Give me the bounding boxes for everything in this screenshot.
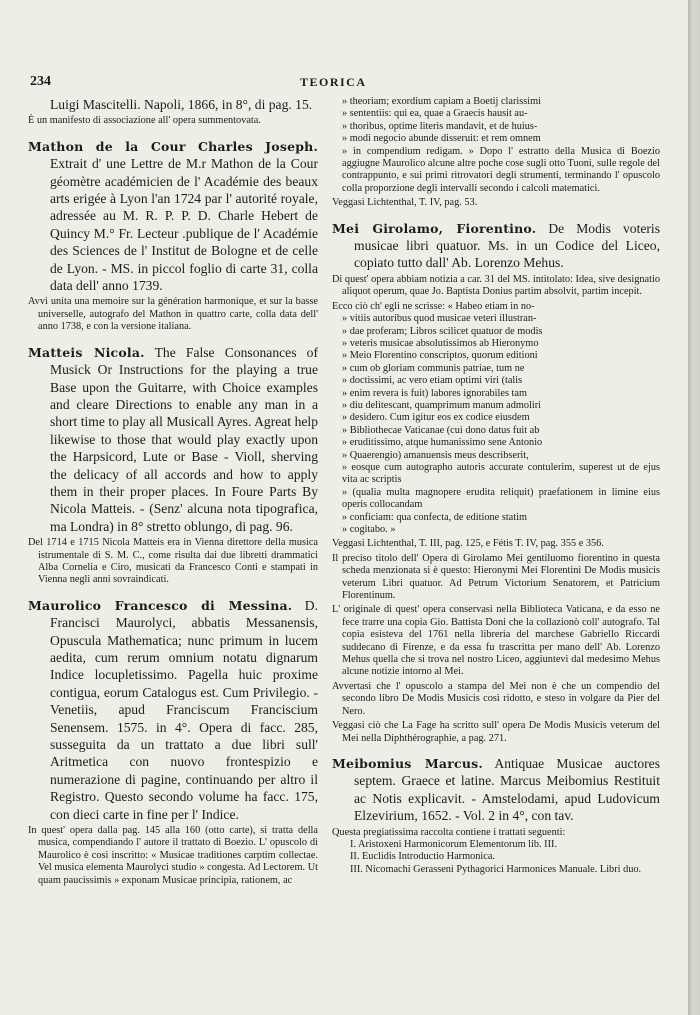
mei-quote-line: » conficiam: qua confecta, de editione statim	[342, 511, 527, 523]
entry-matteis	[28, 344, 318, 587]
quote-line: » theoriam; exordium capiam a Boetij clarissimi	[342, 96, 542, 107]
mei-quote-line: » cum ob gloriam communis patriae, tum ne	[342, 362, 525, 374]
running-title: TEORICA	[300, 75, 367, 89]
maurolico-heading: Maurolico Francesco di Messina.	[28, 597, 293, 613]
right-column	[332, 96, 660, 1008]
matteis-body: The False Consonances of Musick Or Instructions for the playing a true Base upon the Guitarre, with Choice examples and cleare Directions to enable any man in a short time to play all Musicall Ayres. Agreat help likewise to those that would play exactly upon the Harpsicord, Lute or Base - Violl, sherving the delicacy of all accords and how to apply them in their proper places. In Foure Parts By Nicola Matteis. - (Senz' alcuna nota tipografica, ma Londra) in 8° stretto oblungo, di pag. 96.	[50, 344, 318, 534]
mei-reference-1: Veggasi Lichtenthal, T. III, pag. 125, e Fétis T. IV, pag. 355 e 356.	[332, 538, 604, 550]
mei-quote-line: » eruditissimo, atque humanissimo sene Antonio	[342, 437, 543, 449]
entry-maurolico	[28, 597, 318, 887]
entry-maurolico-continuation	[332, 96, 660, 210]
treatise-item: I. Aristoxeni Harmonicorum Elementorum lib. III.	[350, 838, 558, 850]
meibomius-note: Questa pregiatissima raccolta contiene i trattati seguenti:	[332, 826, 566, 838]
entry-mathon	[28, 138, 318, 334]
mei-quote-line: » enim revera is fuit) labores ignorabiles tam	[342, 387, 527, 399]
matteis-entry-text	[28, 344, 318, 535]
mathon-body: Extrait d' une Lettre de M.r Mathon de la Cour géomètre académicien de l' Académie des beaux arts erigée à Lyon l'an 1724 par l' autorité royale, adressée au M. R. P. P. D. Charle Hebert de Quincy M.° Fr. Lecteur .publique de l' Académie des Sciences de l' Institut de Bologne et de celle de Lyon. - MS. in piccol foglio di carte 31, colla data dell' anno 1739.	[50, 156, 318, 294]
quote-line: » thoribus, optime literis mandavit, et de huius-	[342, 120, 538, 132]
continuation-reference: Veggasi Lichtenthal, T. IV, pag. 53.	[332, 197, 478, 209]
page-edge	[688, 0, 700, 1015]
mei-quote-line: » veteris musicae absolutissimos ab Hieronymo	[342, 337, 539, 349]
maurolico-entry-text	[28, 597, 318, 823]
page-header	[30, 74, 660, 92]
mei-quote-line: » desidero. Cum igitur eos ex codice eiusdem	[342, 412, 530, 424]
mei-note-5: Avvertasi che l' opuscolo a stampa del Mei non è che un compendio del secondo libro De Modis Musicis così ridotto, e steso in volgare da Pier del Nero.	[332, 680, 660, 717]
mei-quote-line: » vitiis autoribus quod musicae veteri illustran-	[342, 313, 537, 325]
quote-line: » in compendium redigam. » Dopo l' estratto della Musica di Boezio aggiugne Maurolico alcune altre poche cose sugli otto Tuoni, sulle regole del contrappunto, e sui primi ritrovatori degli strumenti, terminando l' opuscolo colla proporzione degli intervalli secondo i calcoli matematici.	[342, 145, 660, 194]
maurolico-note: In quest' opera dalla pag. 145 alla 160 (otto carte), si tratta della musica, compendiando l' autore il trattato di Boezio. L' opuscolo di Maurolico è così inscritto: « Musicae traditiones carptim collectae. Vel musica elementa Maurolyci studio » congesta. Ad Lectorem. Ut quam paucissimis » exponam Musicae principia, rationem, ac	[28, 825, 318, 886]
mei-quote-line: » Bibliothecae Vaticanae (cui dono datus fuit ab	[342, 424, 540, 436]
mei-quote-line: » (qualia multa magnopere erudita reliquit) praefationem in limine eius operis collocandam	[342, 486, 660, 511]
matteis-heading: Matteis Nicola.	[28, 344, 145, 360]
mei-quote-line: » cogitabo. »	[342, 524, 396, 535]
mei-quote-line: » Quaerengio) amanuensis meus describserit,	[342, 449, 529, 461]
treatise-item: II. Euclidis Introductio Harmonica.	[350, 851, 495, 863]
entry-mei	[332, 220, 660, 745]
mei-heading: Mei Girolamo, Fiorentino.	[332, 220, 537, 236]
meibomius-body: Antiquae Musicae auctores septem. Graece et latine. Marcus Meibomius Restituit ac Notis explicavit. - Amstelodami, apud Ludovicum Elzevirium, 1652. - Vol. 2 in 4°, con tav.	[354, 755, 660, 824]
continuation-note: È un manifesto di associazione all' opera summentovata.	[28, 115, 261, 127]
continuation-text: Luigi Mascitelli. Napoli, 1866, in 8°, di pag. 15.	[50, 97, 313, 112]
mei-quote-line: » dae proferam; Libros scilicet quatuor de modis	[342, 325, 543, 337]
mathon-heading: Mathon de la Cour Charles Joseph.	[28, 138, 318, 154]
mei-quote-line: » diu delitescant, quamprimum manum admoliri	[342, 399, 542, 411]
left-column	[28, 96, 318, 1008]
treatise-item: III. Nicomachi Gerasseni Pythagorici Harmonices Manuale. Libri duo.	[350, 863, 642, 875]
mei-note-1: Di quest' opera abbiam notizia a car. 31 del MS. intitolato: Idea, sive designatio aliquot operum, quae Jo. Baptista Donius partim absolvit, partim incepit.	[332, 273, 660, 298]
mei-body: De Modis voteris musicae libri quatuor. Ms. in un Codice del Liceo, copiato tutto dall' Ab. Lorenzo Mehus.	[354, 220, 660, 271]
meibomius-entry-text	[332, 755, 660, 825]
mei-quote	[332, 313, 660, 536]
meibomius-heading: Meibomius Marcus.	[332, 755, 483, 771]
matteis-note: Del 1714 e 1715 Nicola Matteis era in Vienna direttore della musica istrumentale di S. M. C., come risulta dai due libretti drammatici Alba Cornelia e Ciro, musicati da Francesco Conti e stampati in Vienna negli anni sovraindicati.	[28, 537, 318, 586]
mathon-entry-text	[28, 138, 318, 295]
quote-line: » modi negocio abunde disseruit: et rem omnem	[342, 133, 541, 145]
quote-line: » sententiis: qui ea, quae a Graecis hausit au-	[342, 108, 528, 120]
maurolico-body: D. Francisci Maurolyci, abbatis Messanensis, Opuscula Mathematica; nunc primum in lucem aedita, cum rerum omnium notatu dignarum Indice locupletissimo. Pagella huic proxime contigua, eorum Catalogus est. Cum Privilegio. - Venetiis, apud Franciscum Franciscium Senensem. 1575. in 4°. Opera di facc. 285, susseguita da un trattato a due libri sull' Aritmetica con nuovo frontespizio e numerazione di pagine, continuando per altro il Registro. Questo secondo volume ha facc. 175, con dieci carte in fine per l' Indice.	[50, 597, 318, 822]
entry-meibomius	[332, 755, 660, 876]
mei-quote-line: » eosque cum autographo autoris accurate contulerim, superest ut de ejus vita ac scriptis	[342, 461, 660, 486]
mei-note-3: Il preciso titolo dell' Opera di Girolamo Mei gentiluomo fiorentino in questa scheda menzionata si è questo: Hieronymi Mei Florentini De Modis musicis veterum Libri quatuor. Ad Petrum Victorium Senatorem, et Patricium Florentinum.	[332, 552, 660, 602]
page-number: 234	[30, 74, 51, 89]
entry-continuation	[28, 96, 318, 128]
mei-note-6: Veggasi ciò che La Fage ha scritto sull' opera De Modis Musicis veterum del Mei nella Diphthérographie, a pag. 271.	[332, 720, 660, 744]
mei-note-2-intro: Ecco ciò ch' egli ne scrisse: « Habeo etiam in no-	[332, 300, 535, 312]
mei-quote-line: » Meio Florentino conscriptos, quorum editioni	[342, 350, 538, 362]
mei-quote-line: » doctissimi, ac vero etiam optimi viri (talis	[342, 375, 523, 387]
mei-entry-text	[332, 220, 660, 272]
mei-note-4: L' originale di quest' opera conservasi nella Biblioteca Vaticana, e da esso ne fece trarre una copia Gio. Battista Doni che la collazionò coll' autografo. Tal copia esisteva del 1761 nella libreria del marchese Gabriello Riccardi suddecano di Firenze, e da essa fu trascritta per mano dell' Ab. Lorenzo Mehus quella che si trova nel nostro Liceo, aggiuntevi dal medesimo Mehus alcune notizie intorno al Mei.	[332, 604, 660, 678]
mathon-note: Avvi unita una memoire sur la génération harmonique, et sur la basse universelle, autografo del Mathon in quattro carte, colla data dell' anno 1738, e con la versione italiana.	[28, 296, 318, 333]
